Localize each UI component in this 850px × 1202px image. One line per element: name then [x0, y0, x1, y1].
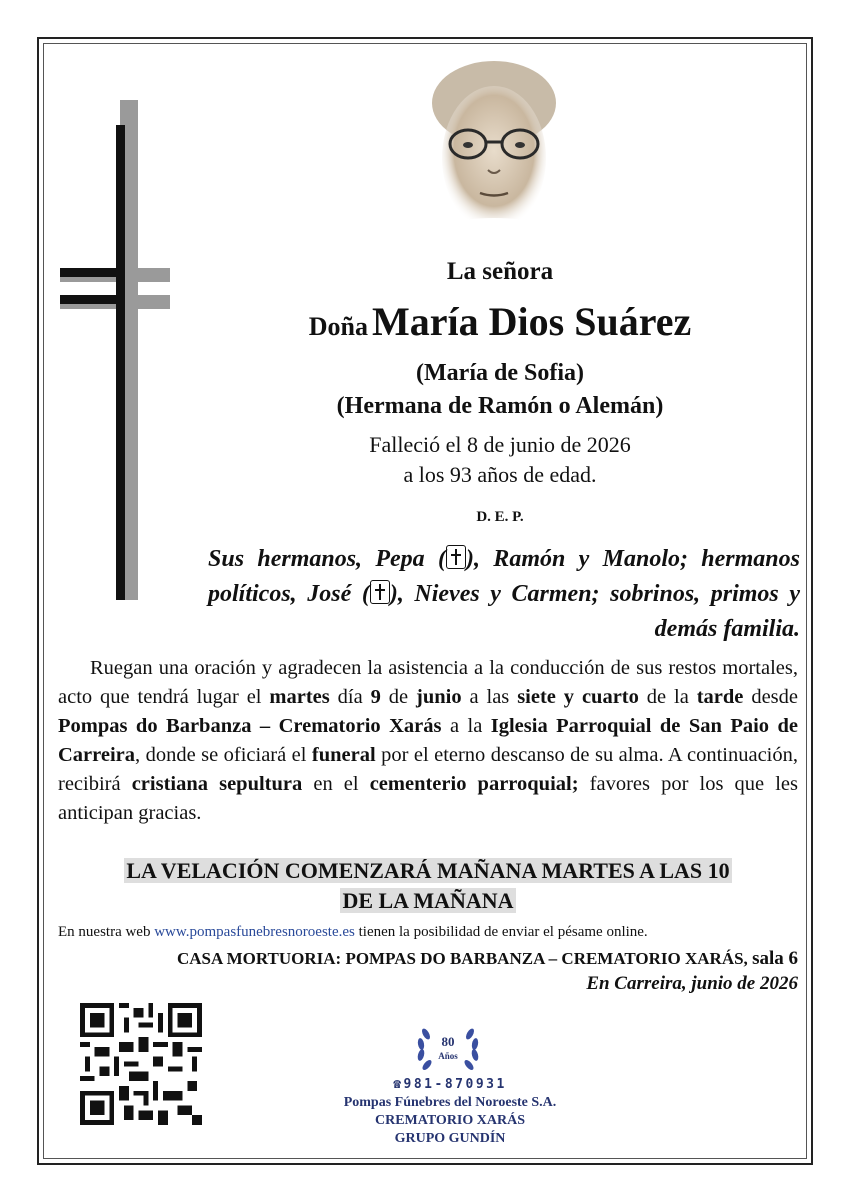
deceased-cross-icon — [446, 545, 466, 569]
intro-label: La señora — [446, 258, 554, 285]
text: Ruegan una oración y agradecen la asistencia a la conducción de sus restos mortales, acto que tendrá lugar el — [58, 657, 798, 708]
family-part: ), Nieves y Carmen; sobrinos, primos y demás familia. — [389, 581, 800, 642]
text: desde — [743, 686, 799, 708]
deceased-name — [200, 298, 800, 345]
text: de — [380, 686, 417, 708]
text: a las — [461, 686, 518, 708]
family-part: Sus hermanos, Pepa ( — [208, 546, 446, 572]
text: día — [329, 686, 371, 708]
bold-text: cementerio parroquial; — [369, 773, 579, 795]
alias: (María de Sofia) — [416, 360, 584, 386]
portrait-photo — [418, 58, 570, 250]
bold-text: siete y cuarto — [517, 686, 639, 708]
room-number: sala 6 — [752, 948, 798, 969]
company-name: Pompas Fúnebres del Noroeste S.A. — [343, 1095, 557, 1110]
anniversary-logo-icon — [412, 1022, 484, 1078]
place-date: En Carreira, junio de 2026 — [586, 973, 798, 994]
funeral-home — [58, 948, 798, 970]
bold-text: 9 — [370, 686, 381, 708]
text: favores por los que les anticipan gracias. — [58, 773, 798, 824]
qr-code-icon — [80, 1003, 202, 1125]
deceased-cross-icon — [370, 580, 390, 604]
cross-icon — [60, 100, 170, 600]
funeral-home-label: CASA MORTUORIA: POMPAS DO BARBANZA – CREMATORIO XARÁS, — [176, 949, 753, 968]
name-prefix: Doña — [308, 312, 369, 341]
bold-text: martes — [269, 686, 330, 708]
text: En nuestra web — [58, 924, 155, 940]
bold-text: funeral — [311, 744, 376, 766]
age: a los 93 años de edad. — [403, 462, 597, 487]
bold-text: tarde — [696, 686, 744, 708]
bold-text: Pompas do Barbanza – Crematorio Xarás — [58, 715, 442, 737]
vigil-line-2: DE LA MAÑANA — [342, 888, 514, 913]
family-text — [208, 542, 800, 647]
name-main: María Dios Suárez — [372, 299, 692, 344]
text: , donde se oficiará el — [135, 744, 312, 766]
vigil-line-1: LA VELACIÓN COMENZARÁ MAÑANA MARTES A LAS 10 — [126, 858, 730, 883]
family-part: ), Ramón y Manolo; hermanos políticos, José ( — [208, 546, 800, 607]
bold-text: junio — [416, 686, 462, 708]
phone-number: ☎981-870931 — [393, 1077, 507, 1092]
text: por el eterno descanso de su alma. A continuación, recibirá — [58, 744, 799, 795]
website-link[interactable]: www.pompasfunebresnoroeste.es — [154, 924, 355, 940]
web-notice — [58, 924, 798, 941]
bold-text: Iglesia Parroquial de San Paio de Carreira — [58, 715, 798, 766]
logo-word: Años — [438, 1051, 458, 1061]
logo-number: 80 — [441, 1034, 455, 1049]
vigil-notice — [58, 856, 798, 916]
text: de la — [638, 686, 697, 708]
dep-label: D. E. P. — [476, 509, 524, 525]
group-name: GRUPO GUNDÍN — [394, 1131, 506, 1146]
death-date: Falleció el 8 de junio de 2026 — [369, 432, 631, 457]
crematorium-name: CREMATORIO XARÁS — [375, 1113, 525, 1128]
bold-text: cristiana sepultura — [131, 773, 303, 795]
text: en el — [302, 773, 370, 795]
text: tienen la posibilidad de enviar el pésame online. — [354, 924, 648, 940]
relation: (Hermana de Ramón o Alemán) — [336, 393, 664, 419]
text: a la — [441, 715, 491, 737]
ceremony-text — [58, 654, 798, 828]
